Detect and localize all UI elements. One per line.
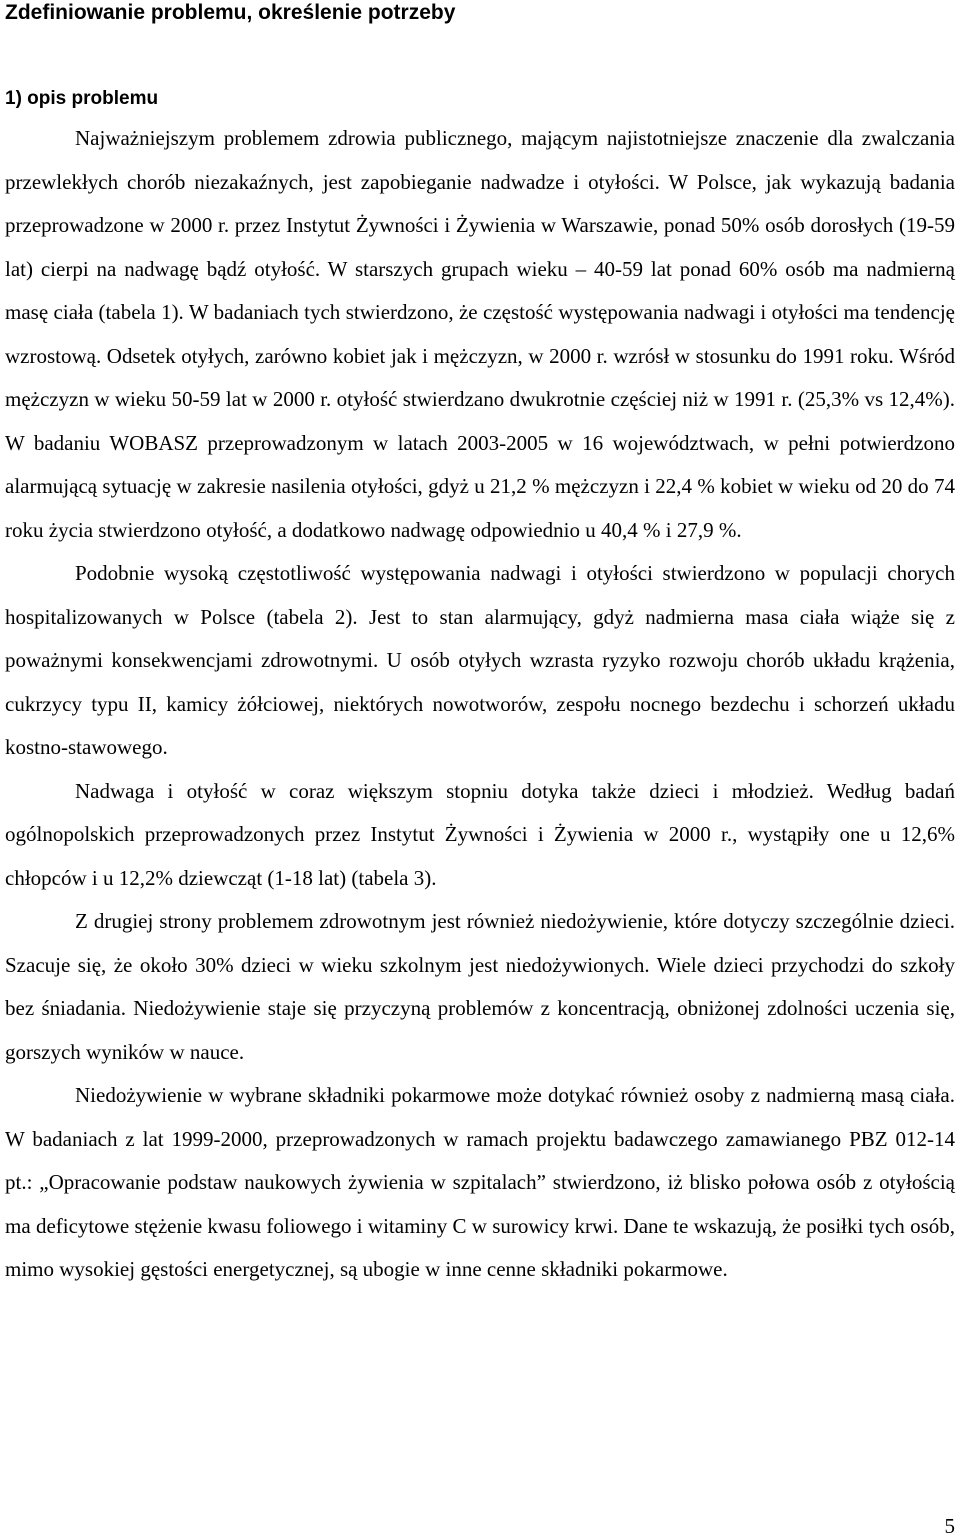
paragraph-4: Z drugiej strony problemem zdrowotnym jest również niedożywienie, które dotyczy szczególnie dzieci. Szacuje się, że około 30% dzieci w wieku szkolnym jest niedożywionych. Wiele dzieci przychodzi do szkoły bez śniadania. Niedożywienie staje się przyczyną problemów z koncentracją, obniżonej zdolności uczenia się, gorszych wyników w nauce. [5,909,955,1064]
paragraph-3: Nadwaga i otyłość w coraz większym stopniu dotyka także dzieci i młodzież. Według badań ogólnopolskich przeprowadzonych przez Instytut Żywności i Żywienia w 2000 r., wystąpiły one u 12,6% chłopców i u 12,2% dziewcząt (1-18 lat) (tabela 3). [5,778,955,890]
paragraph-1: Najważniejszym problemem zdrowia publicznego, mającym najistotniejsze znaczenie dla zwalczania przewlekłych chorób niezakaźnych, jest zapobieganie nadwadze i otyłości. W Polsce, jak wykazują badania przeprowadzone w 2000 r. przez Instytut Żywności i Żywienia w Warszawie, ponad 50% osób dorosłych (19-59 lat) cierpi na nadwagę bądź otyłość. W starszych grupach wieku – 40-59 lat ponad 60% osób ma nadmierną masę ciała (tabela 1). W badaniach tych stwierdzono, że częstość występowania nadwagi i otyłości ma tendencję wzrostową. Odsetek otyłych, zarówno kobiet jak i mężczyzn, w 2000 r. wzrósł w stosunku do 1991 roku. Wśród mężczyzn w wieku 50-59 lat w 2000 r. otyłość stwierdzano dwukrotnie częściej niż w 1991 r. (25,3% vs 12,4%). W badaniu WOBASZ przeprowadzonym w latach 2003-2005 w 16 województwach, w pełni potwierdzono alarmującą sytuację w zakresie nasilenia otyłości, gdyż u 21,2 % mężczyzn i 22,4 % kobiet w wieku od 20 do 74 roku życia stwierdzono otyłość, a dodatkowo nadwagę odpowiednio u 40,4 % i 27,9 %. [5,126,955,542]
page-number: 5 [944,1514,955,1538]
section-heading: Zdefiniowanie problemu, określenie potrzeby [5,1,456,24]
body-text [5,117,955,1292]
subsection-heading: 1) opis problemu [5,88,159,109]
paragraph-2: Podobnie wysoką częstotliwość występowania nadwagi i otyłości stwierdzono w populacji chorych hospitalizowanych w Polsce (tabela 2). Jest to stan alarmujący, gdyż nadmierna masa ciała wiąże się z poważnymi konsekwencjami zdrowotnymi. U osób otyłych wzrasta ryzyko rozwoju chorób układu krążenia, cukrzycy typu II, kamicy żółciowej, niektórych nowotworów, zespołu nocnego bezdechu i schorzeń układu kostno-stawowego. [5,561,955,759]
paragraph-5: Niedożywienie w wybrane składniki pokarmowe może dotykać również osoby z nadmierną masą ciała. W badaniach z lat 1999-2000, przeprowadzonych w ramach projektu badawczego zamawianego PBZ 012-14 pt.: „Opracowanie podstaw naukowych żywienia w szpitalach” stwierdzono, iż blisko połowa osób z otyłością ma deficytowe stężenie kwasu foliowego i witaminy C w surowicy krwi. Dane te wskazują, że posiłki tych osób, mimo wysokiej gęstości energetycznej, są ubogie w inne cenne składniki pokarmowe. [5,1083,955,1281]
